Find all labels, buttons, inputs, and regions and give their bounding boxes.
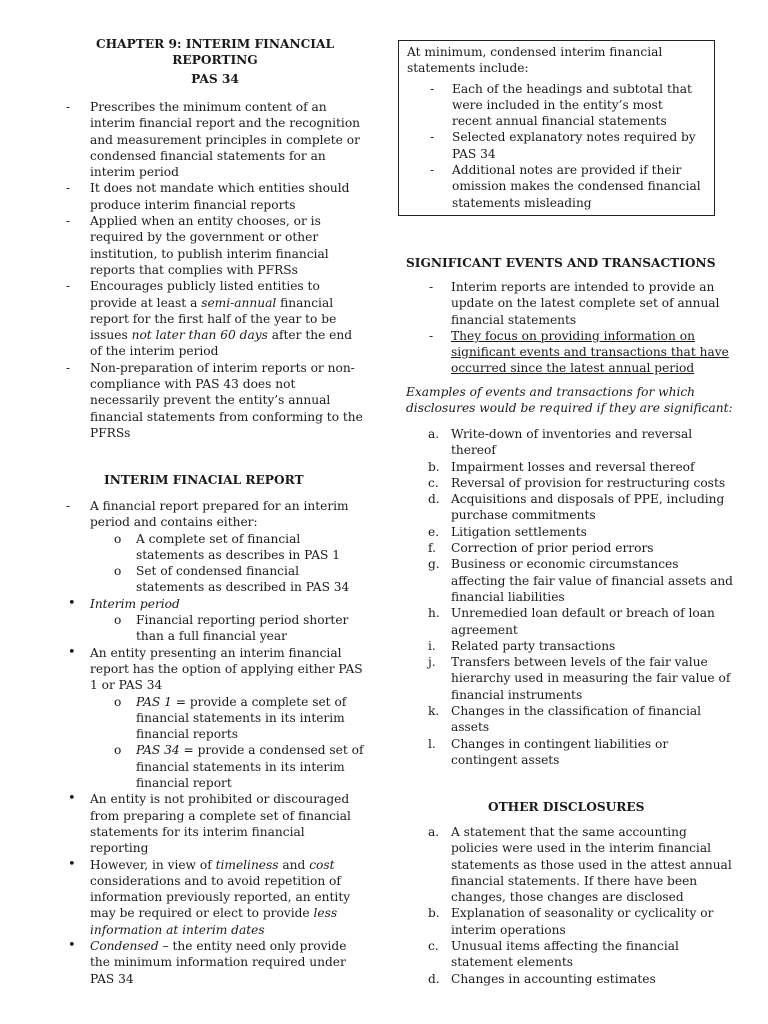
example-text: Transfers between levels of the fair value hierarchy used in measuring the fair value of financial instruments	[451, 655, 731, 702]
list-item	[406, 703, 736, 736]
letter-marker: c.	[428, 939, 439, 954]
box-intro: At minimum, condensed interim financial statements include:	[407, 45, 663, 76]
sub-item-text: Set of condensed financial statements as described in PAS 34	[136, 564, 350, 595]
pas34-text: = provide a condensed set of financial statements in its interim financial report	[136, 743, 364, 791]
list-item	[407, 129, 706, 162]
example-text: Reversal of provision for restructuring costs	[451, 475, 726, 490]
letter-marker: g.	[428, 557, 440, 572]
letter-marker: b.	[428, 906, 440, 921]
not-prohibited-text: An entity is not prohibited or discouraged from preparing a complete set of financial statements for its interim financial reporting	[90, 792, 351, 856]
bullet-list-c	[66, 791, 364, 987]
bullet-marker: •	[68, 595, 76, 611]
however-c: and	[278, 857, 310, 872]
chapter-title-line2: REPORTING	[172, 53, 258, 68]
circle-marker: o	[114, 694, 122, 709]
report-sub-list	[66, 531, 364, 596]
other-text: Unusual items affecting the financial statement elements	[451, 939, 679, 970]
interim-report-heading: INTERIM FINACIAL REPORT	[104, 473, 304, 487]
list-item	[406, 524, 736, 540]
pas34-label: PAS 34	[136, 743, 180, 758]
item5-text: Non-preparation of interim reports or non-compliance with PAS 43 does not necessarily prevent the entity’s annual financial statements from conforming to the PFRSs	[90, 360, 363, 440]
dash-marker: -	[430, 81, 435, 96]
list-item	[66, 360, 364, 441]
list-item	[406, 491, 736, 524]
list-item	[406, 605, 736, 638]
letter-marker: h.	[428, 606, 440, 621]
item4-text-a: Encourages publicly listed entities to provide at least a	[90, 279, 320, 310]
significant-item-text: Interim reports are intended to provide an update on the latest complete set of annual financial statements	[451, 280, 720, 327]
circle-marker: o	[114, 564, 122, 579]
bullet-marker: •	[68, 791, 76, 807]
letter-marker: d.	[428, 492, 440, 507]
dash-marker: -	[66, 499, 71, 513]
chapter-header	[66, 36, 364, 87]
list-item	[406, 328, 736, 377]
list-item	[406, 426, 736, 459]
box-item-text: Additional notes are provided if their omission makes the condensed financial statements misleading	[452, 163, 701, 210]
item4-text-c: financial report for the first half of the year to be issues	[90, 295, 337, 343]
list-item	[66, 612, 364, 645]
circle-marker: o	[114, 531, 122, 546]
list-item	[66, 938, 364, 987]
list-item	[66, 645, 364, 694]
intro-item-text: Applied when an entity chooses, or is required by the government or other institution, to publish interim financial reports that complies with PFRSs	[90, 214, 329, 277]
however-e: considerations and to avoid repetition of information previously reported, an entity may be required or elect to provide	[90, 873, 351, 921]
example-text: Changes in the classification of financial assets	[451, 704, 702, 735]
condensed-label: Condensed	[90, 939, 159, 954]
letter-marker: j.	[428, 655, 436, 670]
other-text: Changes in accounting estimates	[451, 971, 656, 986]
list-item	[406, 938, 736, 971]
interim-report-section	[66, 498, 364, 987]
dash-marker: -	[430, 130, 435, 145]
bullet-marker: •	[68, 856, 76, 872]
list-item	[66, 99, 364, 180]
item4-deadline: not later than 60 days	[131, 328, 268, 343]
example-text: Changes in contingent liabilities or contingent assets	[451, 736, 669, 767]
letter-marker: i.	[428, 638, 436, 653]
significant-item-text: They focus on providing information on significant events and transactions that have occurred since the latest annual period	[451, 328, 729, 376]
option-text: An entity presenting an interim financial report has the option of applying either PAS 1 or PAS 34	[90, 645, 363, 693]
significant-list	[406, 279, 736, 377]
list-item	[66, 694, 364, 743]
dash-marker: -	[66, 100, 71, 114]
box-item-text: Selected explanatory notes required by PAS 34	[452, 130, 696, 161]
dash-marker: -	[430, 163, 435, 178]
letter-marker: l.	[428, 736, 436, 751]
dash-marker: -	[66, 279, 71, 294]
pas1-label: PAS 1	[136, 694, 172, 709]
intro-item-text: Prescribes the minimum content of an interim financial report and the recognition and measurement principles in complete or condensed financial statements for an interim period	[90, 100, 360, 180]
however-less-info: less information at interim dates	[90, 906, 338, 937]
list-item	[406, 905, 736, 938]
however-a: However, in view of	[90, 857, 216, 872]
examples-list	[406, 426, 736, 768]
list-item	[406, 654, 736, 703]
other-disclosures-list	[406, 824, 736, 987]
list-item	[406, 736, 736, 769]
box-list	[407, 81, 706, 211]
interim-period-label: Interim period	[90, 596, 180, 611]
pas34-intro-list	[66, 99, 364, 441]
list-item	[406, 638, 736, 654]
letter-marker: k.	[428, 704, 440, 719]
example-text: Write-down of inventories and reversal thereof	[451, 427, 693, 458]
list-item	[406, 459, 736, 475]
letter-marker: e.	[428, 524, 440, 539]
circle-marker: o	[114, 743, 122, 758]
intro-item-text: It does not mandate which entities should produce interim financial reports	[90, 181, 350, 212]
list-item	[66, 791, 364, 856]
box-item-text: Each of the headings and subtotal that were included in the entity’s most recent annual financial statements	[452, 81, 692, 129]
list-item	[66, 213, 364, 278]
interim-period-sub-list	[66, 612, 364, 645]
however-timeliness: timeliness	[215, 857, 279, 872]
examples-intro: Examples of events and transactions for which disclosures would be required if they are significant:	[406, 385, 733, 416]
bullet-marker: •	[68, 938, 76, 954]
list-item	[66, 563, 364, 596]
other-text: A statement that the same accounting policies were used in the interim financial statements as those used in the attest annual financial statements. If there have been changes, those changes are disclosed	[451, 825, 732, 905]
report-item-text: A financial report prepared for an interim period and contains either:	[90, 499, 349, 530]
dash-marker: -	[66, 181, 71, 196]
list-item	[66, 596, 364, 612]
example-text: Unremedied loan default or breach of loan agreement	[451, 606, 715, 637]
bullet-list-a	[66, 596, 364, 612]
option-sub-list	[66, 694, 364, 792]
letter-marker: f.	[428, 541, 436, 556]
example-text: Correction of prior period errors	[451, 541, 654, 556]
list-item	[66, 531, 364, 564]
sub-item-text: A complete set of financial statements as describes in PAS 1	[136, 531, 341, 562]
letter-marker: a.	[428, 825, 440, 839]
report-definition-list	[66, 498, 364, 531]
letter-marker: a.	[428, 427, 440, 441]
list-item	[406, 475, 736, 491]
standard-title: PAS 34	[191, 71, 239, 86]
list-item	[66, 742, 364, 791]
example-text: Related party transactions	[451, 638, 616, 653]
dash-marker: -	[429, 328, 434, 343]
dash-marker: -	[66, 360, 71, 375]
bullet-list-b	[66, 645, 364, 694]
list-item	[406, 824, 736, 905]
sub-item-text: Financial reporting period shorter than a full financial year	[136, 613, 349, 644]
item4-semi-annual: semi-annual	[201, 295, 277, 310]
list-item	[407, 162, 706, 211]
letter-marker: b.	[428, 459, 440, 474]
bullet-marker: •	[68, 644, 76, 660]
condensed-text: – the entity need only provide the minimum information required under PAS 34	[90, 939, 347, 986]
chapter-title-line1: CHAPTER 9: INTERIM FINANCIAL	[95, 37, 335, 51]
example-text: Business or economic circumstances affecting the fair value of financial assets and financial liabilities	[451, 557, 733, 604]
example-text: Litigation settlements	[451, 524, 587, 539]
list-item	[406, 279, 736, 328]
list-item	[406, 540, 736, 556]
dash-marker: -	[429, 280, 434, 294]
item4-text-e: after the end of the interim period	[90, 328, 353, 359]
other-text: Explanation of seasonality or cyclicality or interim operations	[451, 906, 714, 937]
list-item	[406, 556, 736, 605]
list-item	[66, 278, 364, 359]
pas1-text: = provide a complete set of financial statements in its interim financial reports	[136, 694, 347, 742]
example-text: Acquisitions and disposals of PPE, including purchase commitments	[451, 492, 725, 523]
list-item	[406, 971, 736, 987]
letter-marker: d.	[428, 971, 440, 986]
list-item	[407, 81, 706, 130]
list-item	[66, 180, 364, 213]
example-text: Impairment losses and reversal thereof	[451, 459, 695, 474]
however-cost: cost	[309, 857, 335, 872]
circle-marker: o	[114, 613, 122, 628]
dash-marker: -	[66, 214, 71, 229]
list-item	[66, 498, 364, 531]
list-item	[66, 857, 364, 938]
condensed-statements-box	[398, 40, 715, 216]
other-disclosures-heading: OTHER DISCLOSURES	[488, 800, 645, 814]
significant-events-heading: SIGNIFICANT EVENTS AND TRANSACTIONS	[406, 256, 716, 270]
letter-marker: c.	[428, 475, 439, 490]
